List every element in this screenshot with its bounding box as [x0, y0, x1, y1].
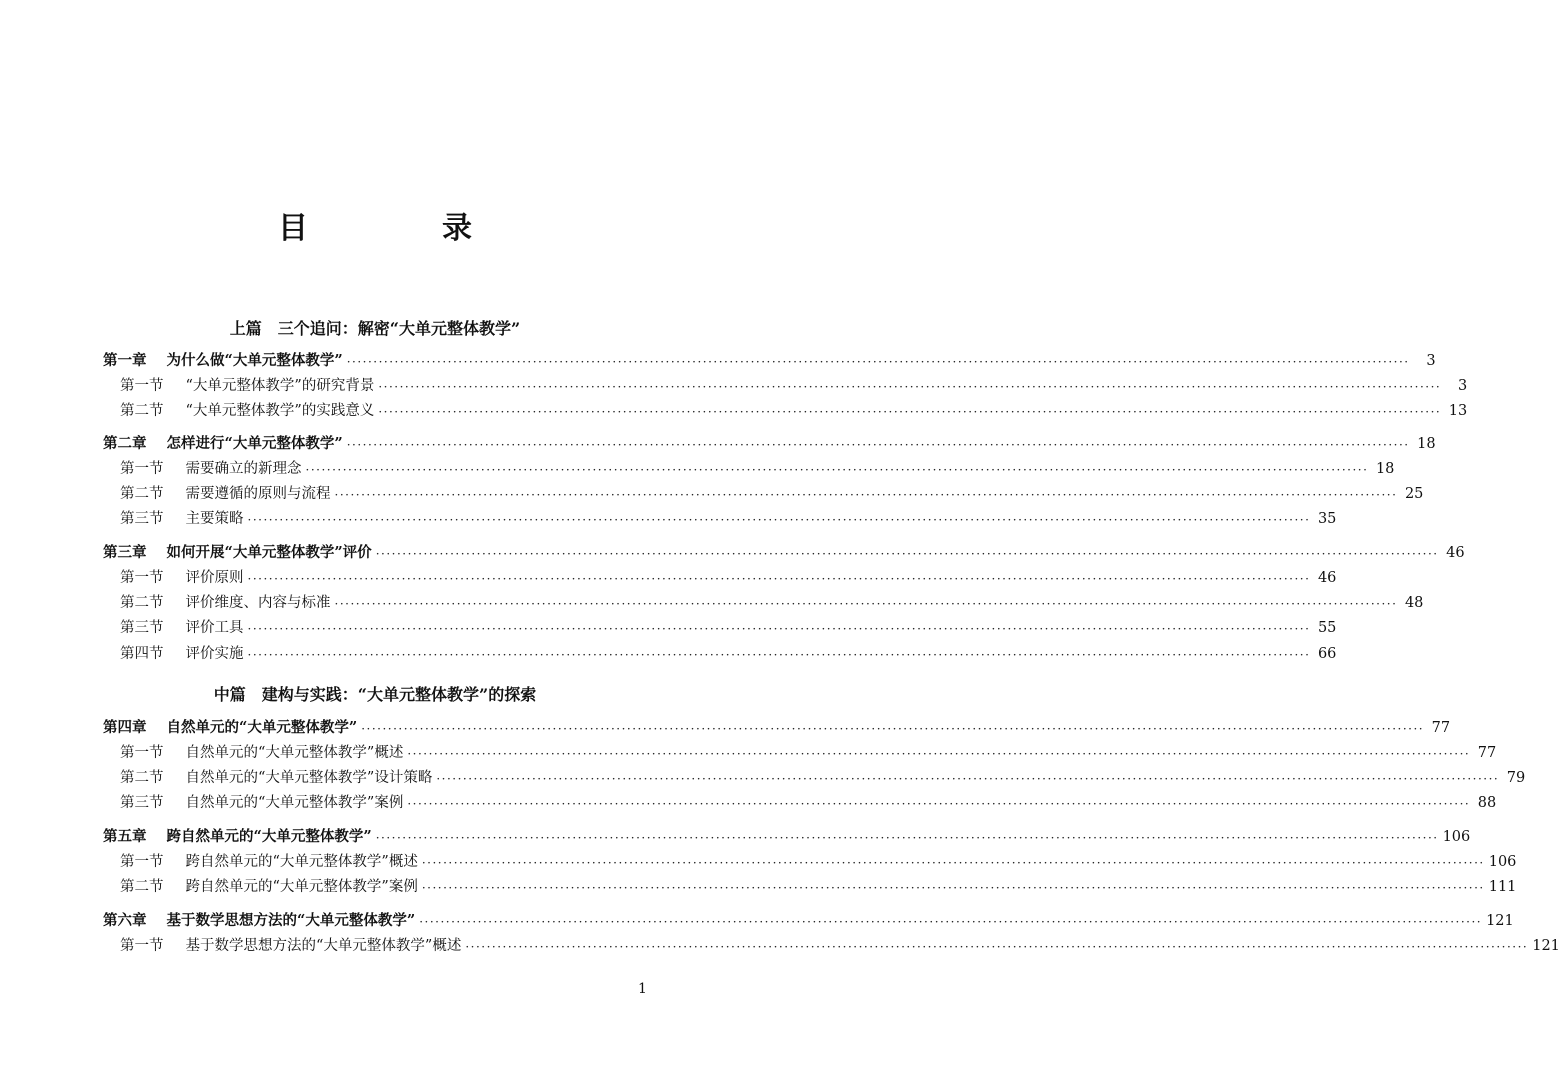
page-ref: 3: [1426, 353, 1436, 369]
page-ref: 13: [1448, 403, 1468, 419]
leader-dots: ········································································································································································································: [378, 405, 1442, 419]
page-ref: 88: [1477, 795, 1497, 811]
toc-chapter-row[interactable]: [103, 717, 1451, 739]
leader-dots: ········································································································································································································: [305, 463, 1369, 477]
section-title: “大单元整体教学”的实践意义: [185, 403, 375, 419]
section-title: 自然单元的“大单元整体教学”设计策略: [185, 770, 433, 786]
page-ref: 3: [1457, 378, 1468, 394]
page-ref: 77: [1431, 720, 1451, 736]
section-title: 评价实施: [185, 646, 244, 662]
chapter-title: 跨自然单元的“大单元整体教学”: [166, 828, 372, 845]
section-title: 自然单元的“大单元整体教学”案例: [185, 795, 404, 811]
leader-dots: ········································································································································································································: [247, 622, 1311, 636]
page-title: 目 录: [278, 211, 524, 246]
page-ref: 79: [1506, 770, 1526, 786]
toc-chapter-row[interactable]: [103, 910, 1514, 932]
section-number: 第二节: [120, 595, 164, 611]
section-title: 评价维度、内容与标准: [185, 595, 331, 611]
section-number: 第四节: [120, 646, 164, 662]
part-heading: 中篇 建构与实践：“大单元整体教学”的探索: [213, 685, 537, 704]
section-number: 第一节: [120, 745, 164, 761]
chapter-title: 自然单元的“大单元整体教学”: [166, 719, 358, 736]
leader-dots: ········································································································································································································: [375, 547, 1439, 561]
leader-dots: ········································································································································································································: [247, 513, 1311, 527]
page-ref: 77: [1477, 745, 1497, 761]
toc-section-row[interactable]: [103, 767, 1526, 789]
leader-dots: ········································································································································································································: [407, 797, 1471, 811]
page-ref: 55: [1317, 620, 1337, 636]
section-title: 基于数学思想方法的“大单元整体教学”概述: [185, 938, 462, 954]
toc-chapter-row[interactable]: [103, 433, 1436, 455]
chapter-number: 第五章: [103, 828, 147, 845]
section-title: 需要遵循的原则与流程: [185, 486, 331, 502]
page-ref: 46: [1446, 545, 1465, 561]
section-number: 第一节: [120, 938, 164, 954]
toc-section-row[interactable]: [103, 508, 1337, 530]
section-number: 第一节: [120, 854, 164, 870]
section-title: “大单元整体教学”的研究背景: [185, 378, 375, 394]
section-number: 第三节: [120, 795, 164, 811]
page-number: 1: [638, 981, 647, 997]
leader-dots: ········································································································································································································: [421, 856, 1485, 870]
chapter-title: 为什么做“大单元整体教学”: [166, 352, 343, 369]
leader-dots: ········································································································································································································: [465, 940, 1529, 954]
toc-chapter-row[interactable]: [103, 350, 1436, 372]
chapter-title: 如何开展“大单元整体教学”评价: [166, 544, 372, 561]
section-number: 第三节: [120, 620, 164, 636]
section-number: 第二节: [120, 486, 164, 502]
page-ref: 48: [1404, 595, 1424, 611]
leader-dots: ········································································································································································································: [361, 722, 1425, 736]
leader-dots: ········································································································································································································: [436, 772, 1500, 786]
section-title: 跨自然单元的“大单元整体教学”概述: [185, 854, 418, 870]
section-number: 第二节: [120, 770, 164, 786]
toc-section-row[interactable]: [103, 792, 1497, 814]
page-ref: 18: [1375, 461, 1395, 477]
section-number: 第二节: [120, 879, 164, 895]
section-title: 需要确立的新理念: [185, 461, 302, 477]
page-ref: 66: [1317, 646, 1337, 662]
page-ref: 106: [1488, 854, 1517, 870]
toc-chapter-row[interactable]: [103, 542, 1465, 564]
toc-section-row[interactable]: [103, 935, 1560, 957]
page-ref: 46: [1317, 570, 1337, 586]
chapter-title: 怎样进行“大单元整体教学”: [166, 435, 343, 452]
chapter-number: 第四章: [103, 719, 147, 736]
toc-section-row[interactable]: [103, 400, 1468, 422]
section-title: 自然单元的“大单元整体教学”概述: [185, 745, 404, 761]
section-number: 第一节: [120, 461, 164, 477]
leader-dots: ········································································································································································································: [346, 438, 1410, 452]
leader-dots: ········································································································································································································: [334, 488, 1398, 502]
leader-dots: ········································································································································································································: [247, 572, 1311, 586]
toc-section-row[interactable]: [103, 592, 1424, 614]
chapter-number: 第三章: [103, 544, 147, 561]
toc-section-row[interactable]: [103, 617, 1337, 639]
toc-section-row[interactable]: [103, 483, 1424, 505]
leader-dots: ········································································································································································································: [419, 915, 1483, 929]
toc-section-row[interactable]: [103, 567, 1337, 589]
section-number: 第一节: [120, 570, 164, 586]
section-title: 评价原则: [185, 570, 244, 586]
part-heading: 上篇 三个追问：解密“大单元整体教学”: [229, 319, 521, 338]
section-number: 第三节: [120, 511, 164, 527]
leader-dots: ········································································································································································································: [421, 881, 1485, 895]
toc-chapter-row[interactable]: [103, 826, 1471, 848]
toc-section-row[interactable]: [103, 643, 1337, 665]
leader-dots: ········································································································································································································: [378, 380, 1442, 394]
section-number: 第二节: [120, 403, 164, 419]
page-ref: 121: [1532, 938, 1560, 954]
page-ref: 25: [1404, 486, 1424, 502]
toc-section-row[interactable]: [103, 851, 1517, 873]
leader-dots: ········································································································································································································: [407, 747, 1471, 761]
leader-dots: ········································································································································································································: [346, 355, 1410, 369]
toc-section-row[interactable]: [103, 375, 1468, 397]
chapter-title: 基于数学思想方法的“大单元整体教学”: [166, 912, 416, 929]
page-ref: 106: [1442, 829, 1471, 845]
section-title: 跨自然单元的“大单元整体教学”案例: [185, 879, 418, 895]
leader-dots: ········································································································································································································: [247, 648, 1311, 662]
page-ref: 121: [1486, 913, 1514, 929]
page-ref: 18: [1417, 436, 1436, 452]
toc-section-row[interactable]: [103, 742, 1497, 764]
section-title: 评价工具: [185, 620, 244, 636]
chapter-number: 第六章: [103, 912, 147, 929]
leader-dots: ········································································································································································································: [334, 597, 1398, 611]
leader-dots: ········································································································································································································: [375, 831, 1439, 845]
page-ref: 35: [1317, 511, 1337, 527]
section-title: 主要策略: [185, 511, 244, 527]
chapter-number: 第二章: [103, 435, 147, 452]
section-number: 第一节: [120, 378, 164, 394]
toc-section-row[interactable]: [103, 876, 1517, 898]
page-ref: 111: [1488, 879, 1517, 895]
toc-section-row[interactable]: [103, 458, 1395, 480]
chapter-number: 第一章: [103, 352, 147, 369]
